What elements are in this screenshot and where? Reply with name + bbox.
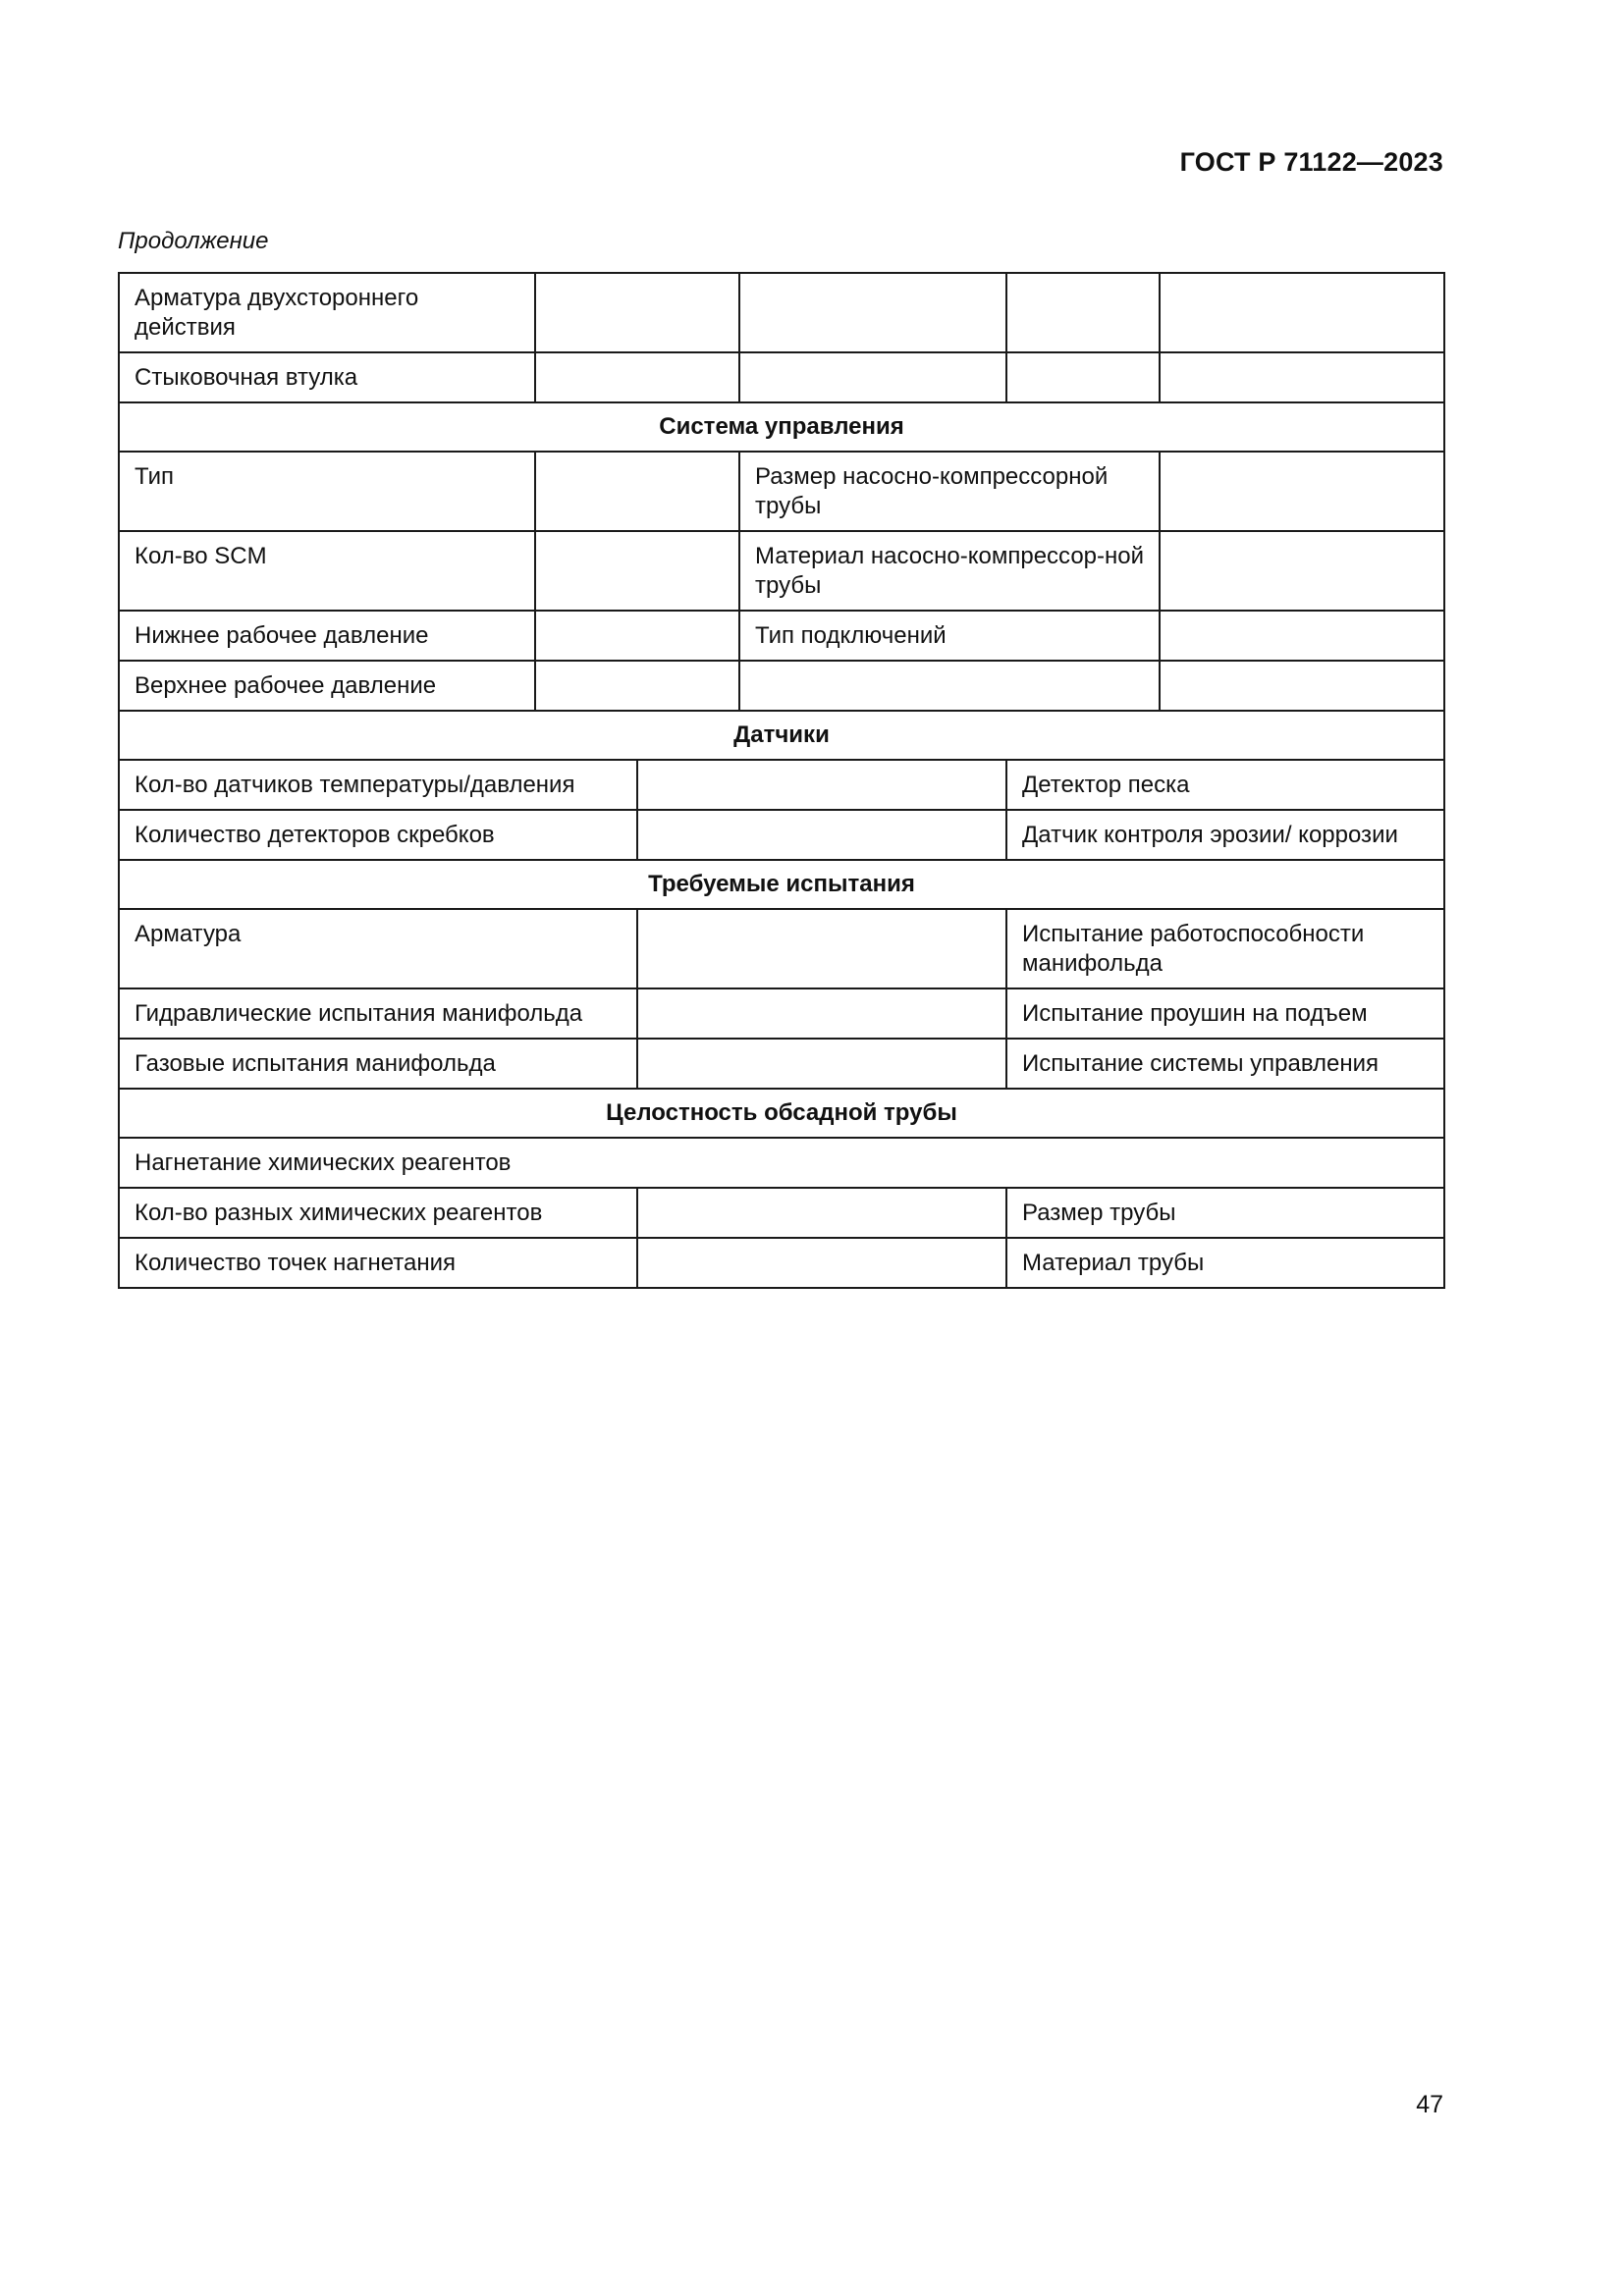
row-label: Испытание работоспособности манифольда bbox=[1006, 909, 1444, 988]
value-cell[interactable] bbox=[637, 1188, 1006, 1238]
row-label: Размер трубы bbox=[1006, 1188, 1444, 1238]
table-row bbox=[119, 1138, 1444, 1188]
section-title-casing: Целостность обсадной трубы bbox=[119, 1089, 1444, 1138]
row-label: Тип подключений bbox=[739, 611, 1160, 661]
section-title-tests: Требуемые испытания bbox=[119, 860, 1444, 909]
row-label: Нагнетание химических реагентов bbox=[119, 1138, 1444, 1188]
value-cell[interactable] bbox=[535, 452, 739, 531]
value-cell[interactable] bbox=[637, 909, 1006, 988]
page-number: 47 bbox=[1416, 2091, 1443, 2118]
continuation-label: Продолжение bbox=[118, 228, 269, 254]
value-cell[interactable] bbox=[535, 611, 739, 661]
empty-cell[interactable] bbox=[535, 352, 739, 402]
document-id: ГОСТ Р 71122—2023 bbox=[1179, 147, 1443, 177]
row-label: Кол-во датчиков температуры/давления bbox=[119, 760, 637, 810]
table-row bbox=[119, 988, 1444, 1039]
row-label: Детектор песка bbox=[1006, 760, 1444, 810]
table-row bbox=[119, 909, 1444, 988]
empty-cell[interactable] bbox=[1160, 352, 1444, 402]
spec-table bbox=[118, 272, 1445, 1289]
value-cell[interactable] bbox=[637, 1238, 1006, 1288]
table-row bbox=[119, 1188, 1444, 1238]
table-row bbox=[119, 531, 1444, 611]
table-row bbox=[119, 273, 1444, 352]
section-header-row bbox=[119, 1089, 1444, 1138]
value-cell[interactable] bbox=[1160, 452, 1444, 531]
empty-cell[interactable] bbox=[1160, 273, 1444, 352]
section-title-control-system: Система управления bbox=[119, 402, 1444, 452]
section-header-row bbox=[119, 402, 1444, 452]
table-row bbox=[119, 452, 1444, 531]
row-label: Тип bbox=[119, 452, 535, 531]
section-header-row bbox=[119, 860, 1444, 909]
row-label: Кол-во SCM bbox=[119, 531, 535, 611]
row-label: Кол-во разных химических реагентов bbox=[119, 1188, 637, 1238]
table-row bbox=[119, 611, 1444, 661]
section-header-row bbox=[119, 711, 1444, 760]
row-label: Датчик контроля эрозии/ коррозии bbox=[1006, 810, 1444, 860]
row-label: Материал насосно-компрессор-ной трубы bbox=[739, 531, 1160, 611]
value-cell[interactable] bbox=[535, 661, 739, 711]
value-cell[interactable] bbox=[637, 760, 1006, 810]
value-cell[interactable] bbox=[1160, 611, 1444, 661]
row-label: Материал трубы bbox=[1006, 1238, 1444, 1288]
empty-cell[interactable] bbox=[1006, 273, 1160, 352]
row-label: Размер насосно-компрессорной трубы bbox=[739, 452, 1160, 531]
value-cell[interactable] bbox=[637, 810, 1006, 860]
empty-cell[interactable] bbox=[739, 273, 1006, 352]
empty-cell[interactable] bbox=[535, 273, 739, 352]
value-cell[interactable] bbox=[637, 1039, 1006, 1089]
row-label: Гидравлические испытания манифольда bbox=[119, 988, 637, 1039]
value-cell[interactable] bbox=[1160, 661, 1444, 711]
row-label: Арматура двухстороннего действия bbox=[119, 273, 535, 352]
table-row bbox=[119, 661, 1444, 711]
empty-cell[interactable] bbox=[739, 352, 1006, 402]
section-title-sensors: Датчики bbox=[119, 711, 1444, 760]
value-cell[interactable] bbox=[1160, 531, 1444, 611]
row-label: Испытание проушин на подъем bbox=[1006, 988, 1444, 1039]
empty-cell[interactable] bbox=[1006, 352, 1160, 402]
row-label: Количество детекторов скребков bbox=[119, 810, 637, 860]
table-row bbox=[119, 1238, 1444, 1288]
value-cell[interactable] bbox=[637, 988, 1006, 1039]
row-label: Арматура bbox=[119, 909, 637, 988]
row-label: Нижнее рабочее давление bbox=[119, 611, 535, 661]
row-label bbox=[739, 661, 1160, 711]
value-cell[interactable] bbox=[535, 531, 739, 611]
table-row bbox=[119, 810, 1444, 860]
table-row bbox=[119, 1039, 1444, 1089]
row-label: Количество точек нагнетания bbox=[119, 1238, 637, 1288]
row-label: Газовые испытания манифольда bbox=[119, 1039, 637, 1089]
table-row bbox=[119, 352, 1444, 402]
row-label: Верхнее рабочее давление bbox=[119, 661, 535, 711]
row-label: Испытание системы управления bbox=[1006, 1039, 1444, 1089]
row-label: Стыковочная втулка bbox=[119, 352, 535, 402]
table-row bbox=[119, 760, 1444, 810]
